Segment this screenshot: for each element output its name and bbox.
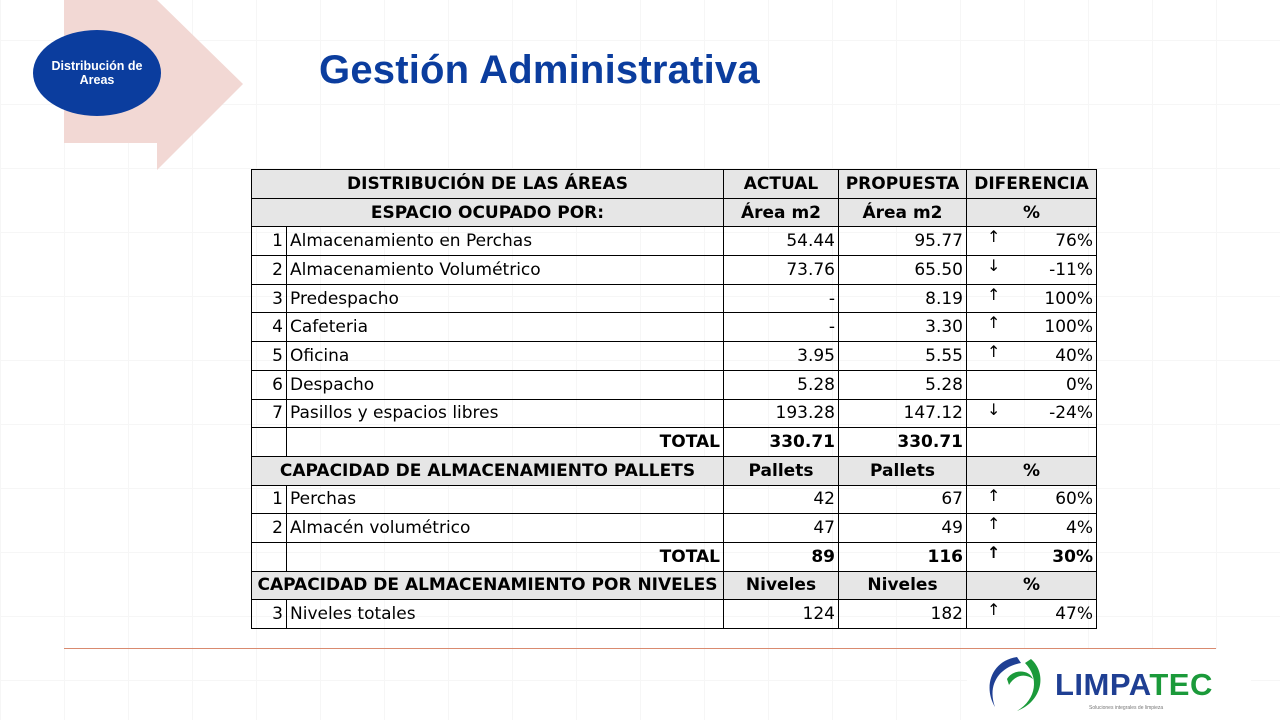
row-number: 1 bbox=[252, 485, 287, 514]
row-number: 6 bbox=[252, 370, 287, 399]
arrow-up-icon: ↑ bbox=[987, 342, 1001, 362]
propuesta-value: 3.30 bbox=[839, 313, 967, 342]
header-row bbox=[252, 571, 1097, 600]
arrow-down-icon: ↓ bbox=[987, 399, 1001, 419]
header-row bbox=[252, 198, 1097, 227]
diff-cell bbox=[967, 313, 1097, 342]
propuesta-value: 67 bbox=[839, 485, 967, 514]
table-row bbox=[252, 370, 1097, 399]
column-header-actual: Niveles bbox=[724, 571, 839, 600]
actual-value: - bbox=[724, 313, 839, 342]
column-header-propuesta: Área m2 bbox=[839, 198, 967, 227]
actual-value: 3.95 bbox=[724, 342, 839, 371]
empty-cell bbox=[252, 542, 287, 571]
actual-value: 54.44 bbox=[724, 227, 839, 256]
actual-value: 124 bbox=[724, 600, 839, 629]
propuesta-value: 49 bbox=[839, 514, 967, 543]
arrow-up-icon: ↑ bbox=[987, 284, 1001, 304]
total-label: TOTAL bbox=[287, 428, 724, 457]
table-row bbox=[252, 256, 1097, 285]
table-row bbox=[252, 485, 1097, 514]
section-header-pallets: CAPACIDAD DE ALMACENAMIENTO PALLETS bbox=[252, 456, 724, 485]
column-header-diferencia: % bbox=[967, 571, 1097, 600]
row-number: 2 bbox=[252, 514, 287, 543]
row-name: Almacenamiento en Perchas bbox=[287, 227, 724, 256]
actual-value: 42 bbox=[724, 485, 839, 514]
diff-cell bbox=[967, 256, 1097, 285]
row-name: Niveles totales bbox=[287, 600, 724, 629]
diff-value: -11% bbox=[1049, 259, 1093, 280]
propuesta-value: 95.77 bbox=[839, 227, 967, 256]
row-name: Despacho bbox=[287, 370, 724, 399]
diff-value: 100% bbox=[1044, 288, 1093, 309]
logo-tagline: Soluciones integrales de limpieza bbox=[1089, 705, 1164, 711]
arrow-up-icon: ↑ bbox=[987, 514, 1001, 534]
propuesta-value: 8.19 bbox=[839, 284, 967, 313]
header-row bbox=[252, 170, 1097, 199]
section-header-espacio: ESPACIO OCUPADO POR: bbox=[252, 198, 724, 227]
page-title: Gestión Administrativa bbox=[319, 48, 760, 92]
arrow-down-icon: ↓ bbox=[987, 256, 1001, 276]
total-propuesta: 330.71 bbox=[839, 428, 967, 457]
total-actual: 330.71 bbox=[724, 428, 839, 457]
propuesta-value: 5.28 bbox=[839, 370, 967, 399]
actual-value: 47 bbox=[724, 514, 839, 543]
diff-value: 40% bbox=[1055, 345, 1093, 366]
header-row bbox=[252, 456, 1097, 485]
diff-value: 4% bbox=[1066, 518, 1093, 539]
propuesta-value: 182 bbox=[839, 600, 967, 629]
actual-value: 193.28 bbox=[724, 399, 839, 428]
table-row bbox=[252, 342, 1097, 371]
total-row bbox=[252, 542, 1097, 571]
actual-value: 5.28 bbox=[724, 370, 839, 399]
row-number: 2 bbox=[252, 256, 287, 285]
diff-value: -24% bbox=[1049, 403, 1093, 424]
logo-wordmark: LIMPATEC bbox=[1055, 667, 1213, 702]
row-name: Almacén volumétrico bbox=[287, 514, 724, 543]
row-name: Predespacho bbox=[287, 284, 724, 313]
propuesta-value: 65.50 bbox=[839, 256, 967, 285]
diff-cell bbox=[967, 514, 1097, 543]
propuesta-value: 147.12 bbox=[839, 399, 967, 428]
arrow-up-icon: ↑ bbox=[987, 542, 1001, 562]
areas-table bbox=[251, 169, 1097, 629]
section-header-niveles: CAPACIDAD DE ALMACENAMIENTO POR NIVELES bbox=[252, 571, 724, 600]
section-label: Distribución de Areas bbox=[51, 59, 143, 87]
actual-value: 73.76 bbox=[724, 256, 839, 285]
column-header-propuesta: PROPUESTA bbox=[839, 170, 967, 199]
column-header-actual: ACTUAL bbox=[724, 170, 839, 199]
row-name: Almacenamiento Volumétrico bbox=[287, 256, 724, 285]
diff-cell bbox=[967, 399, 1097, 428]
diff-cell bbox=[967, 284, 1097, 313]
propuesta-value: 5.55 bbox=[839, 342, 967, 371]
diff-cell bbox=[967, 600, 1097, 629]
section-badge bbox=[33, 30, 161, 116]
row-number: 4 bbox=[252, 313, 287, 342]
arrow-up-icon: ↑ bbox=[987, 485, 1001, 505]
diff-cell bbox=[967, 227, 1097, 256]
column-header-actual: Pallets bbox=[724, 456, 839, 485]
total-row bbox=[252, 428, 1097, 457]
column-header-diferencia: % bbox=[967, 198, 1097, 227]
diff-cell bbox=[967, 485, 1097, 514]
empty-cell bbox=[252, 428, 287, 457]
row-number: 7 bbox=[252, 399, 287, 428]
column-header-actual: Área m2 bbox=[724, 198, 839, 227]
column-header-diferencia: DIFERENCIA bbox=[967, 170, 1097, 199]
row-number: 3 bbox=[252, 600, 287, 629]
diff-value: 60% bbox=[1055, 489, 1093, 510]
table-row bbox=[252, 313, 1097, 342]
table-row bbox=[252, 514, 1097, 543]
column-header-propuesta: Pallets bbox=[839, 456, 967, 485]
arrow-up-icon: ↑ bbox=[987, 600, 1001, 620]
diff-cell bbox=[967, 342, 1097, 371]
row-name: Perchas bbox=[287, 485, 724, 514]
diff-value: 76% bbox=[1055, 231, 1093, 252]
row-number: 5 bbox=[252, 342, 287, 371]
column-header-propuesta: Niveles bbox=[839, 571, 967, 600]
diff-value: 30% bbox=[1052, 546, 1093, 567]
empty-cell bbox=[967, 428, 1097, 457]
row-name: Oficina bbox=[287, 342, 724, 371]
column-header-diferencia: % bbox=[967, 456, 1097, 485]
diff-cell bbox=[967, 370, 1097, 399]
diff-value: 0% bbox=[1066, 374, 1093, 395]
company-logo bbox=[967, 649, 1251, 720]
row-number: 1 bbox=[252, 227, 287, 256]
table-row bbox=[252, 600, 1097, 629]
table-row bbox=[252, 227, 1097, 256]
total-actual: 89 bbox=[724, 542, 839, 571]
actual-value: - bbox=[724, 284, 839, 313]
total-propuesta: 116 bbox=[839, 542, 967, 571]
arrow-up-icon: ↑ bbox=[987, 227, 1001, 247]
total-label: TOTAL bbox=[287, 542, 724, 571]
table-row bbox=[252, 399, 1097, 428]
logo-swoosh-icon bbox=[977, 649, 1057, 720]
diff-value: 47% bbox=[1055, 604, 1093, 625]
row-name: Pasillos y espacios libres bbox=[287, 399, 724, 428]
table-title: DISTRIBUCIÓN DE LAS ÁREAS bbox=[252, 170, 724, 199]
row-number: 3 bbox=[252, 284, 287, 313]
diff-value: 100% bbox=[1044, 317, 1093, 338]
diff-cell bbox=[967, 542, 1097, 571]
row-name: Cafeteria bbox=[287, 313, 724, 342]
table-row bbox=[252, 284, 1097, 313]
arrow-up-icon: ↑ bbox=[987, 313, 1001, 333]
